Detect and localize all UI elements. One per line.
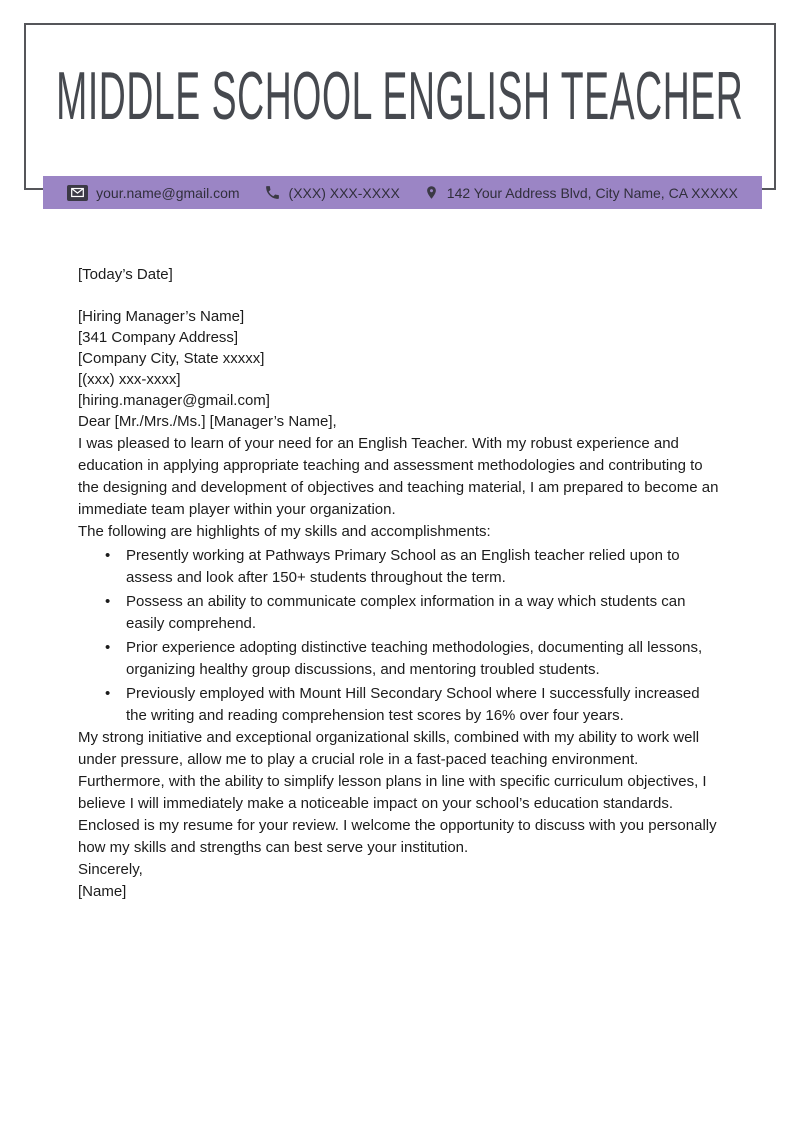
recipient-email: [hiring.manager@gmail.com] [78,392,270,409]
recipient-block [78,306,724,411]
highlights-intro: The following are highlights of my skills and accomplishments: [78,523,491,540]
highlight-item: • Prior experience adopting distinctive teaching methodologies, documenting all lessons, organizing healthy group discussions, and mentoring troubled students. [126,637,724,681]
recipient-phone: [(xxx) xxx-xxxx] [78,371,181,388]
highlights-list [78,545,724,727]
envelope-icon [67,185,88,201]
contact-address-text: 142 Your Address Blvd, City Name, CA XXXXX [446,184,738,201]
signature-name: [Name] [78,883,127,900]
highlight-item: • Possess an ability to communicate complex information in a way which students can easily comprehend. [126,591,724,635]
contact-phone-text: (XXX) XXX-XXXX [288,184,400,201]
recipient-address: [341 Company Address] [78,329,239,346]
contact-address [424,183,738,202]
page-title-text: MIDDLE SCHOOL ENGLISH TEACHER [56,58,744,134]
paragraph-strengths: My strong initiative and exceptional organizational skills, combined with my ability to work well under pressure, allow me to play a crucial role in a fast-paced teaching environment. Furthermore, with the ability to simplify lesson plans in line with specific curriculum objectives, I believe I will immediately make a noticeable impact on your school’s education standards. [78,729,707,812]
highlight-item: • Presently working at Pathways Primary School as an English teacher relied upon to assess and look after 150+ students throughout the term. [126,545,724,589]
contact-bar [43,176,762,209]
contact-email [67,185,239,201]
paragraph-closing: Enclosed is my resume for your review. I welcome the opportunity to discuss with you personally how my skills and strengths can best serve your institution. [78,817,717,856]
location-pin-icon [424,183,439,202]
contact-email-text: your.name@gmail.com [96,184,240,201]
paragraph-intro: I was pleased to learn of your need for an English Teacher. With my robust experience and education in applying appropriate teaching and assessment methodologies and contributing to the designing and development of objectives and teaching material, I am prepared to become an immediate team player within your organization. [78,435,719,518]
recipient-name: [Hiring Manager’s Name] [78,308,245,325]
signoff: Sincerely, [78,861,143,878]
salutation: Dear [Mr./Mrs./Ms.] [Manager’s Name], [78,413,337,430]
contact-phone [264,184,400,201]
recipient-city-state: [Company City, State xxxxx] [78,350,265,367]
highlight-item: • Previously employed with Mount Hill Secondary School where I successfully increased the writing and reading comprehension test scores by 16% over four years. [126,683,724,727]
page-title [0,58,800,134]
date-line: [Today’s Date] [78,266,173,283]
phone-icon [264,184,281,201]
